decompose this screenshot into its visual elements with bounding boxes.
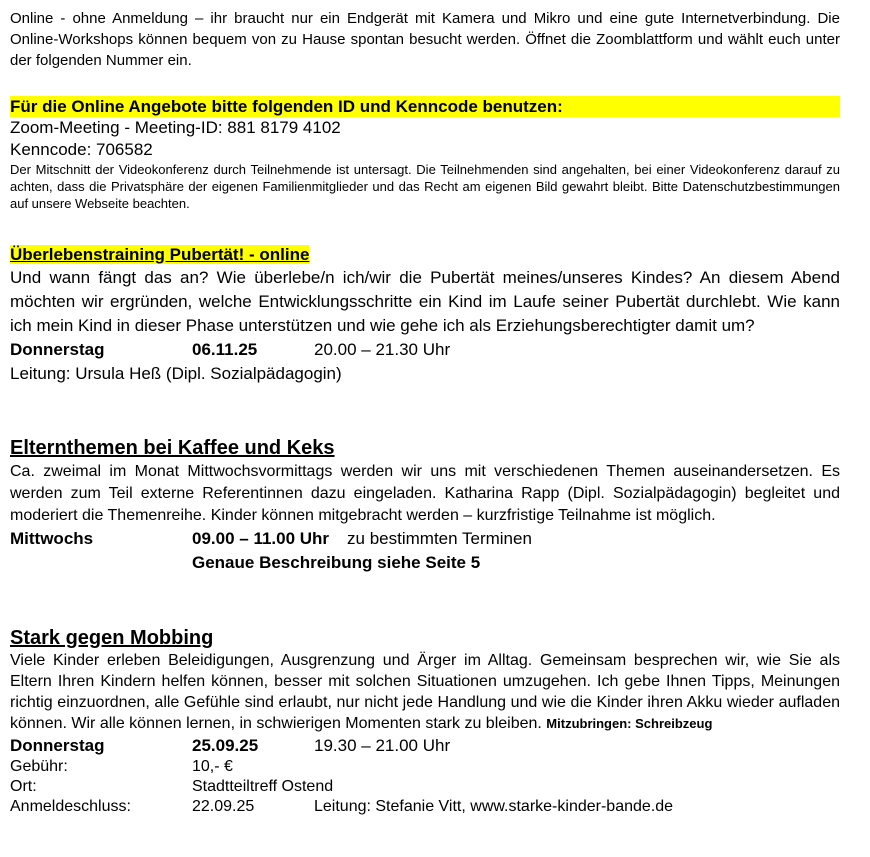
- mobbing-fee: 10,- €: [192, 758, 233, 775]
- mobbing-deadline: 22.09.25: [192, 798, 255, 815]
- puberty-description: Und wann fängt das an? Wie überlebe/n ich/wir die Pubertät meines/unseres Kindes? An diesem Abend möchten wir ergründen, welche Entwicklungsschritte ein Kind im Laufe seiner Pubertät durchlebt. Wie kann ich mein Kind in dieser Phase unterstützen und wie gehe ich als Erziehungsberechtigter damit um?: [10, 268, 840, 335]
- mobbing-place: Stadtteiltreff Ostend: [192, 778, 334, 795]
- coffee-time: 09.00 – 11.00 Uhr: [192, 529, 330, 548]
- mobbing-bring: Mitzubringen: Schreibzeug: [546, 716, 713, 731]
- mobbing-description: [10, 650, 840, 734]
- mobbing-leader: Leitung: Stefanie Vitt, www.starke-kinder-bande.de: [314, 798, 674, 815]
- coffee-see-page: Genaue Beschreibung siehe Seite 5: [192, 553, 481, 572]
- mobbing-description-text: Viele Kinder erleben Beleidigungen, Ausgrenzung und Ärger im Alltag. Gemeinsam besprechen wir, wie Sie als Eltern Ihren Kindern helfen können, besser mit solchen Situationen umzugehen. Ich gebe Ihnen Tipps, Meinungen richtig einzuordnen, alle Gefühle sind erlaubt, nur nicht jede Handlung und wie die Kinder ihren Akku wieder aufladen können. Wir alle können lernen, in schwierigen Momenten stark zu bleiben.: [10, 652, 840, 732]
- puberty-schedule: [10, 338, 840, 362]
- mobbing-place-label: Ort:: [10, 778, 37, 795]
- coffee-schedule: [10, 527, 840, 551]
- mobbing-section: [10, 626, 840, 817]
- coffee-description: Ca. zweimal im Monat Mittwochsvormittags werden wir uns mit verschiedenen Themen auseinandersetzen. Es werden zum Teil externe Referentinnen dazu eingeladen. Katharina Rapp (Dipl. Sozialpädagogin) begleitet und moderiert die Themenreihe. Kinder können mitgebracht werden – kurzfristige Teilnahme ist möglich.: [10, 463, 840, 524]
- coffee-title: Elternthemen bei Kaffee und Keks: [10, 437, 335, 459]
- mobbing-deadline-label: Anmeldeschluss:: [10, 798, 131, 815]
- puberty-title: Überlebenstraining Pubertät! - online: [10, 245, 310, 264]
- puberty-time: 20.00 – 21.30 Uhr: [314, 340, 451, 359]
- coffee-schedule-text: zu bestimmten Terminen: [347, 529, 532, 548]
- zoom-meeting-id: Zoom-Meeting - Meeting-ID: 881 8179 4102: [10, 118, 341, 137]
- puberty-leader: Leitung: Ursula Heß (Dipl. Sozialpädagogin): [10, 364, 342, 383]
- puberty-date: 06.11.25: [192, 340, 258, 359]
- coffee-section: [10, 436, 840, 575]
- mobbing-fee-label: Gebühr:: [10, 758, 68, 775]
- mobbing-day: Donnerstag: [10, 736, 105, 755]
- zoom-notice: Der Mitschnitt der Videokonferenz durch Teilnehmende ist untersagt. Die Teilnehmenden sind angehalten, bei einer Videokonferenz darauf zu achten, dass die Privatsphäre der eigenen Familienmitglieder und das Recht am eigenen Bild gewahrt bleibt. Bitte Datenschutzbestimmungen auf unsere Webseite beachten.: [10, 162, 840, 211]
- puberty-day: Donnerstag: [10, 340, 105, 359]
- coffee-see-page-row: [10, 551, 840, 575]
- mobbing-place-row: [10, 777, 840, 797]
- zoom-kenncode: Kenncode: 706582: [10, 140, 153, 159]
- intro-section: [10, 8, 840, 71]
- mobbing-title: Stark gegen Mobbing: [10, 627, 214, 649]
- mobbing-deadline-row: [10, 797, 840, 817]
- zoom-section: [10, 96, 840, 212]
- mobbing-date: 25.09.25: [192, 736, 259, 755]
- coffee-day: Mittwochs: [10, 529, 94, 548]
- mobbing-time: 19.30 – 21.00 Uhr: [314, 736, 451, 755]
- intro-text: Online - ohne Anmeldung – ihr braucht nur ein Endgerät mit Kamera und Mikro und eine gute Internetverbindung. Die Online-Workshops können bequem von zu Hause spontan besucht werden. Öffnet die Zoomblattform und wählt euch unter der folgenden Nummer ein.: [10, 10, 840, 69]
- mobbing-fee-row: [10, 757, 840, 777]
- zoom-heading: Für die Online Angebote bitte folgenden ID und Kenncode benutzen:: [10, 96, 840, 117]
- mobbing-schedule: [10, 734, 840, 757]
- puberty-section: [10, 244, 840, 386]
